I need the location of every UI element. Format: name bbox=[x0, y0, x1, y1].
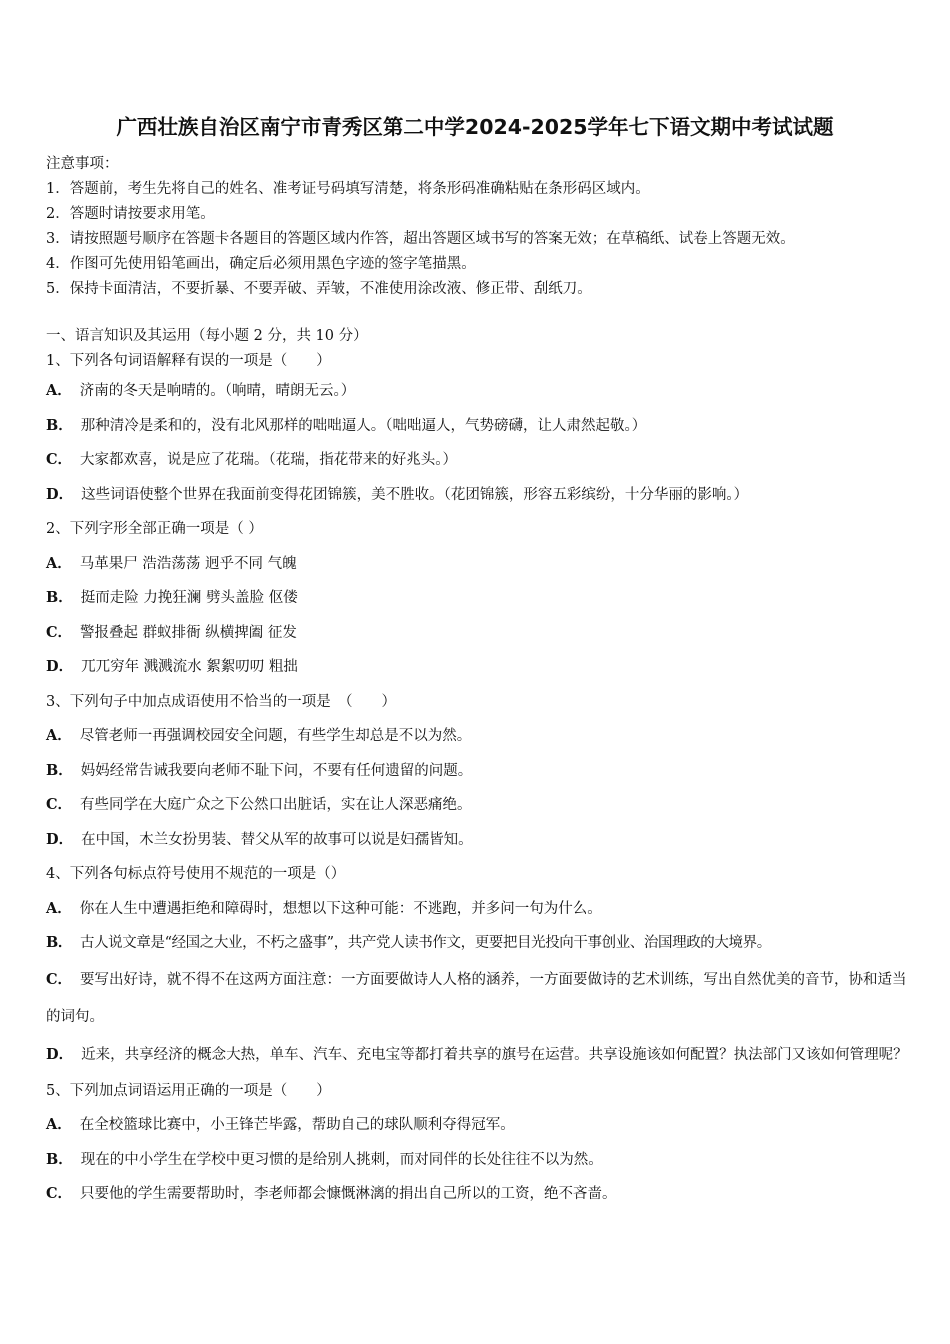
question-stem: 4、下列各句标点符号使用不规范的一项是（） bbox=[46, 866, 346, 882]
option-letter: D． bbox=[46, 830, 74, 848]
option-c bbox=[46, 616, 908, 651]
option-text: 警报叠起 群蚁排衙 纵横捭阖 征发 bbox=[80, 624, 297, 641]
option-text: 在全校篮球比赛中，小王锋芒毕露，帮助自己的球队顺利夺得冠军。 bbox=[79, 1117, 515, 1133]
option-letter: C． bbox=[46, 1185, 73, 1202]
option-a bbox=[46, 547, 908, 582]
option-letter: C． bbox=[46, 451, 73, 468]
option-text: 尽管老师一再强调校园安全问题，有些学生却总是不以为然。 bbox=[79, 728, 472, 744]
note-item: 4．作图可先使用铅笔画出，确定后必须用黑色字迹的签字笔描黑。 bbox=[46, 256, 476, 272]
question-stem: 1、下列各句词语解释有误的一项是（ ） bbox=[46, 353, 331, 369]
option-letter: D． bbox=[46, 1045, 74, 1063]
note-item: 3．请按照题号顺序在答题卡各题目的答题区域内作答，超出答题区域书写的答案无效；在草稿纸、试卷上答题无效。 bbox=[46, 231, 795, 247]
option-letter: C． bbox=[46, 796, 73, 813]
option-letter: D． bbox=[46, 485, 74, 503]
notes-block bbox=[46, 152, 916, 302]
option-b bbox=[46, 581, 908, 616]
option-letter: B． bbox=[46, 761, 73, 779]
option-letter: C． bbox=[46, 623, 73, 641]
option-d bbox=[46, 1036, 908, 1074]
option-letter: B． bbox=[46, 1150, 73, 1168]
page-title: 广西壮族自治区南宁市青秀区第二中学2024-2025学年七下语文期中考试试题 bbox=[116, 115, 834, 139]
question-stem: 5、下列加点词语运用正确的一项是（ ） bbox=[46, 1082, 331, 1099]
option-text: 妈妈经常告诫我要向老师不耻下问，不要有任何遗留的问题。 bbox=[80, 762, 473, 779]
option-letter: B． bbox=[46, 934, 72, 951]
option-text: 你在人生中遭遇拒绝和障碍时，想想以下这种可能：不逃跑，并多问一句为什么。 bbox=[79, 900, 602, 917]
option-b bbox=[46, 754, 908, 789]
option-letter: B． bbox=[46, 416, 73, 434]
section-heading: 一、语言知识及其运用（每小题 2 分，共 10 分） bbox=[46, 328, 368, 344]
option-text: 在中国，木兰女扮男装、替父从军的故事可以说是妇孺皆知。 bbox=[81, 831, 473, 848]
option-letter: A． bbox=[46, 554, 72, 572]
option-text: 那种清冷是柔和的，没有北风那样的咄咄逼人。（咄咄逼人，气势磅礴，让人肃然起敬。） bbox=[80, 417, 647, 434]
option-letter: D． bbox=[46, 658, 74, 675]
option-letter: C． bbox=[46, 970, 73, 988]
option-text: 近来，共享经济的概念大热，单车、汽车、充电宝等都打着共享的旗号在运营。共享设施该如何配置？执法部门又该如何管理呢？ bbox=[81, 1046, 908, 1063]
option-letter: A． bbox=[46, 382, 72, 399]
question-stem: 2、下列字形全部正确一项是（ ） bbox=[46, 521, 263, 537]
option-b bbox=[46, 1143, 908, 1178]
option-text: 现在的中小学生在学校中更习惯的是给别人挑刺，而对同伴的长处往往不以为然。 bbox=[80, 1151, 603, 1168]
option-d bbox=[46, 823, 908, 858]
question-stem: 3、下列句子中加点成语使用不恰当的一项是 （ ） bbox=[46, 693, 396, 710]
option-text: 古人说文章是“经国之大业，不朽之盛事”，共产党人读书作文，更要把目光投向干事创业、治国理政的大境界。 bbox=[79, 935, 771, 951]
option-c bbox=[46, 788, 908, 823]
option-text: 有些同学在大庭广众之下公然口出脏话，实在让人深恶痛绝。 bbox=[80, 797, 472, 813]
option-text: 马革果尸 浩浩荡荡 迥乎不同 气魄 bbox=[79, 555, 297, 572]
option-text: 要写出好诗，就不得不在这两方面注意：一方面要做诗人人格的涵养，一方面要做诗的艺术训练，写出自然优美的音节，协和适当的词句。 bbox=[46, 971, 907, 1025]
questions-body bbox=[46, 324, 908, 1212]
option-b bbox=[46, 409, 908, 444]
option-letter: A． bbox=[46, 899, 72, 917]
notes-heading: 注意事项： bbox=[46, 156, 119, 172]
note-item: 1．答题前，考生先将自己的姓名、准考证号码填写清楚，将条形码准确粘贴在条形码区域内。 bbox=[46, 181, 650, 197]
option-text: 济南的冬天是响晴的。（响晴，晴朗无云。） bbox=[79, 383, 356, 399]
note-item: 5．保持卡面清洁，不要折暴、不要弄破、弄皱，不准使用涂改液、修正带、刮纸刀。 bbox=[46, 281, 592, 297]
option-a bbox=[46, 374, 908, 409]
option-b bbox=[46, 926, 908, 961]
option-text: 大家都欢喜，说是应了花瑞。（花瑞，指花带来的好兆头。） bbox=[80, 452, 458, 468]
option-a bbox=[46, 1108, 908, 1143]
option-d bbox=[46, 478, 908, 513]
note-item: 2．答题时请按要求用笔。 bbox=[46, 206, 215, 222]
option-text: 这些词语使整个世界在我面前变得花团锦簇，美不胜收。（花团锦簇，形容五彩缤纷，十分华丽的影响。） bbox=[81, 486, 749, 503]
option-text: 兀兀穷年 溅溅流水 絮絮叨叨 粗拙 bbox=[81, 659, 298, 675]
option-letter: B． bbox=[46, 589, 73, 606]
option-c bbox=[46, 961, 908, 1036]
option-a bbox=[46, 892, 908, 927]
option-text: 挺而走险 力挽狂澜 劈头盖脸 伛偻 bbox=[80, 590, 298, 606]
option-c bbox=[46, 443, 908, 478]
option-d bbox=[46, 650, 908, 685]
option-letter: A． bbox=[46, 1116, 72, 1133]
option-a bbox=[46, 719, 908, 754]
option-text: 只要他的学生需要帮助时，李老师都会慷慨淋漓的捐出自己所以的工资，绝不吝啬。 bbox=[80, 1186, 617, 1202]
option-letter: A． bbox=[46, 727, 72, 744]
option-c bbox=[46, 1177, 908, 1212]
